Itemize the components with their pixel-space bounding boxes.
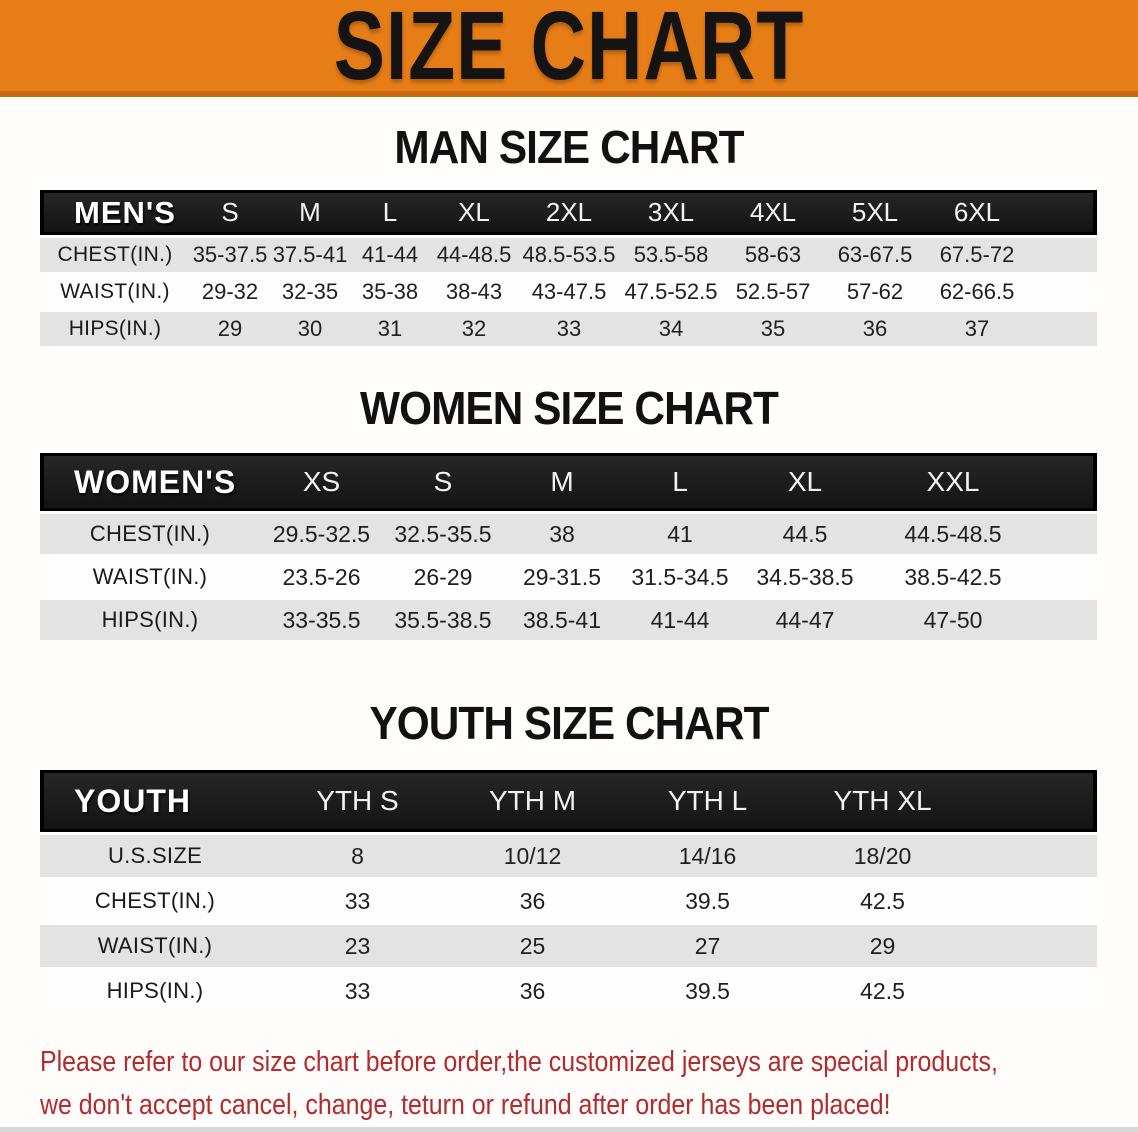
row-label: CHEST(IN.)	[40, 880, 270, 922]
measure-value: 43-47.5	[518, 275, 620, 309]
measure-value: 31	[350, 312, 430, 346]
measure-value: 38.5-42.5	[871, 557, 1035, 597]
size-column-header: YTH S	[270, 770, 445, 832]
measure-row	[40, 600, 1097, 640]
row-label: HIPS(IN.)	[40, 312, 190, 346]
measure-value: 26-29	[383, 557, 503, 597]
measure-value: 35-37.5	[190, 238, 270, 272]
measure-value: 32	[430, 312, 518, 346]
row-label: CHEST(IN.)	[40, 514, 260, 554]
measure-value: 62-66.5	[926, 275, 1028, 309]
measure-value: 44.5-48.5	[871, 514, 1035, 554]
measure-value: 47.5-52.5	[620, 275, 722, 309]
men-section-heading: MAN SIZE CHART	[394, 121, 744, 173]
measure-row	[40, 312, 1097, 346]
size-header-row	[40, 770, 1097, 832]
size-column-header: M	[503, 453, 621, 511]
size-column-header: 3XL	[620, 190, 722, 235]
size-column-header: S	[190, 190, 270, 235]
youth-section-heading: YOUTH SIZE CHART	[369, 697, 769, 749]
size-column-header: 6XL	[926, 190, 1028, 235]
measure-value: 32-35	[270, 275, 350, 309]
measure-value: 34	[620, 312, 722, 346]
measure-row	[40, 275, 1097, 309]
measure-value: 35	[722, 312, 824, 346]
measure-value: 36	[824, 312, 926, 346]
spacer-cell	[1035, 600, 1097, 640]
men-section	[0, 121, 1138, 349]
measure-value: 38.5-41	[503, 600, 621, 640]
size-column-header: XL	[430, 190, 518, 235]
measure-value: 37.5-41	[270, 238, 350, 272]
size-column-header: YTH M	[445, 770, 620, 832]
measure-value: 33	[270, 880, 445, 922]
measure-value: 63-67.5	[824, 238, 926, 272]
row-label: U.S.SIZE	[40, 835, 270, 877]
measure-value: 52.5-57	[722, 275, 824, 309]
measure-value: 33	[270, 970, 445, 1012]
row-label: WAIST(IN.)	[40, 557, 260, 597]
measure-value: 44.5	[739, 514, 871, 554]
measure-value: 44-47	[739, 600, 871, 640]
size-column-header: 4XL	[722, 190, 824, 235]
size-charts	[0, 121, 1138, 1015]
measure-value: 36	[445, 970, 620, 1012]
spacer-cell	[1028, 238, 1097, 272]
measure-value: 29-31.5	[503, 557, 621, 597]
size-column-header: 5XL	[824, 190, 926, 235]
size-header-row	[40, 190, 1097, 235]
measure-row	[40, 835, 1097, 877]
youth-size-table	[40, 767, 1097, 1015]
measure-value: 34.5-38.5	[739, 557, 871, 597]
measure-value: 14/16	[620, 835, 795, 877]
spacer-cell	[970, 925, 1097, 967]
measure-value: 53.5-58	[620, 238, 722, 272]
size-column-header: XL	[739, 453, 871, 511]
measure-row	[40, 880, 1097, 922]
spacer-cell	[970, 880, 1097, 922]
spacer-cell	[970, 970, 1097, 1012]
measure-value: 31.5-34.5	[621, 557, 739, 597]
disclaimer	[40, 1041, 1138, 1127]
banner	[0, 0, 1138, 100]
measure-value: 29-32	[190, 275, 270, 309]
disclaimer-line-1: Please refer to our size chart before order,the customized jerseys are special products,	[40, 1046, 998, 1078]
spacer-cell	[1035, 514, 1097, 554]
measure-value: 37	[926, 312, 1028, 346]
size-header-row	[40, 453, 1097, 511]
spacer-cell	[1028, 312, 1097, 346]
table-corner-label: YOUTH	[40, 770, 270, 832]
measure-value: 33-35.5	[260, 600, 383, 640]
spacer-cell	[1028, 190, 1097, 235]
measure-value: 33	[518, 312, 620, 346]
measure-row	[40, 238, 1097, 272]
measure-row	[40, 970, 1097, 1012]
spacer-cell	[1028, 275, 1097, 309]
measure-row	[40, 557, 1097, 597]
measure-value: 57-62	[824, 275, 926, 309]
size-column-header: L	[621, 453, 739, 511]
men-size-table	[40, 187, 1097, 349]
bottom-edge-strip	[0, 1127, 1138, 1132]
measure-value: 38-43	[430, 275, 518, 309]
measure-value: 25	[445, 925, 620, 967]
spacer-cell	[1035, 557, 1097, 597]
table-corner-label: WOMEN'S	[40, 453, 260, 511]
measure-value: 67.5-72	[926, 238, 1028, 272]
row-label: HIPS(IN.)	[40, 600, 260, 640]
size-column-header: YTH XL	[795, 770, 970, 832]
measure-value: 41	[621, 514, 739, 554]
measure-value: 41-44	[621, 600, 739, 640]
row-label: CHEST(IN.)	[40, 238, 190, 272]
women-section	[0, 382, 1138, 643]
measure-value: 41-44	[350, 238, 430, 272]
women-size-table	[40, 450, 1097, 643]
measure-value: 23	[270, 925, 445, 967]
table-corner-label: MEN'S	[40, 190, 190, 235]
measure-value: 58-63	[722, 238, 824, 272]
row-label: WAIST(IN.)	[40, 275, 190, 309]
measure-value: 18/20	[795, 835, 970, 877]
measure-value: 29	[190, 312, 270, 346]
measure-value: 10/12	[445, 835, 620, 877]
spacer-cell	[970, 770, 1097, 832]
size-column-header: M	[270, 190, 350, 235]
measure-value: 30	[270, 312, 350, 346]
women-section-heading: WOMEN SIZE CHART	[360, 382, 778, 434]
measure-value: 36	[445, 880, 620, 922]
disclaimer-line-2: we don't accept cancel, change, teturn or refund after order has been placed!	[40, 1089, 891, 1121]
banner-title: SIZE CHART	[333, 0, 805, 100]
measure-value: 42.5	[795, 970, 970, 1012]
measure-value: 44-48.5	[430, 238, 518, 272]
measure-value: 35.5-38.5	[383, 600, 503, 640]
measure-value: 39.5	[620, 970, 795, 1012]
measure-value: 48.5-53.5	[518, 238, 620, 272]
row-label: WAIST(IN.)	[40, 925, 270, 967]
measure-value: 27	[620, 925, 795, 967]
size-column-header: XXL	[871, 453, 1035, 511]
measure-value: 29	[795, 925, 970, 967]
measure-value: 38	[503, 514, 621, 554]
size-column-header: 2XL	[518, 190, 620, 235]
measure-value: 23.5-26	[260, 557, 383, 597]
measure-value: 8	[270, 835, 445, 877]
measure-value: 39.5	[620, 880, 795, 922]
measure-value: 42.5	[795, 880, 970, 922]
measure-value: 35-38	[350, 275, 430, 309]
size-column-header: S	[383, 453, 503, 511]
spacer-cell	[970, 835, 1097, 877]
size-column-header: XS	[260, 453, 383, 511]
row-label: HIPS(IN.)	[40, 970, 270, 1012]
measure-row	[40, 514, 1097, 554]
measure-value: 29.5-32.5	[260, 514, 383, 554]
measure-row	[40, 925, 1097, 967]
measure-value: 47-50	[871, 600, 1035, 640]
size-column-header: L	[350, 190, 430, 235]
spacer-cell	[1035, 453, 1097, 511]
size-column-header: YTH L	[620, 770, 795, 832]
measure-value: 32.5-35.5	[383, 514, 503, 554]
youth-section	[0, 697, 1138, 1015]
